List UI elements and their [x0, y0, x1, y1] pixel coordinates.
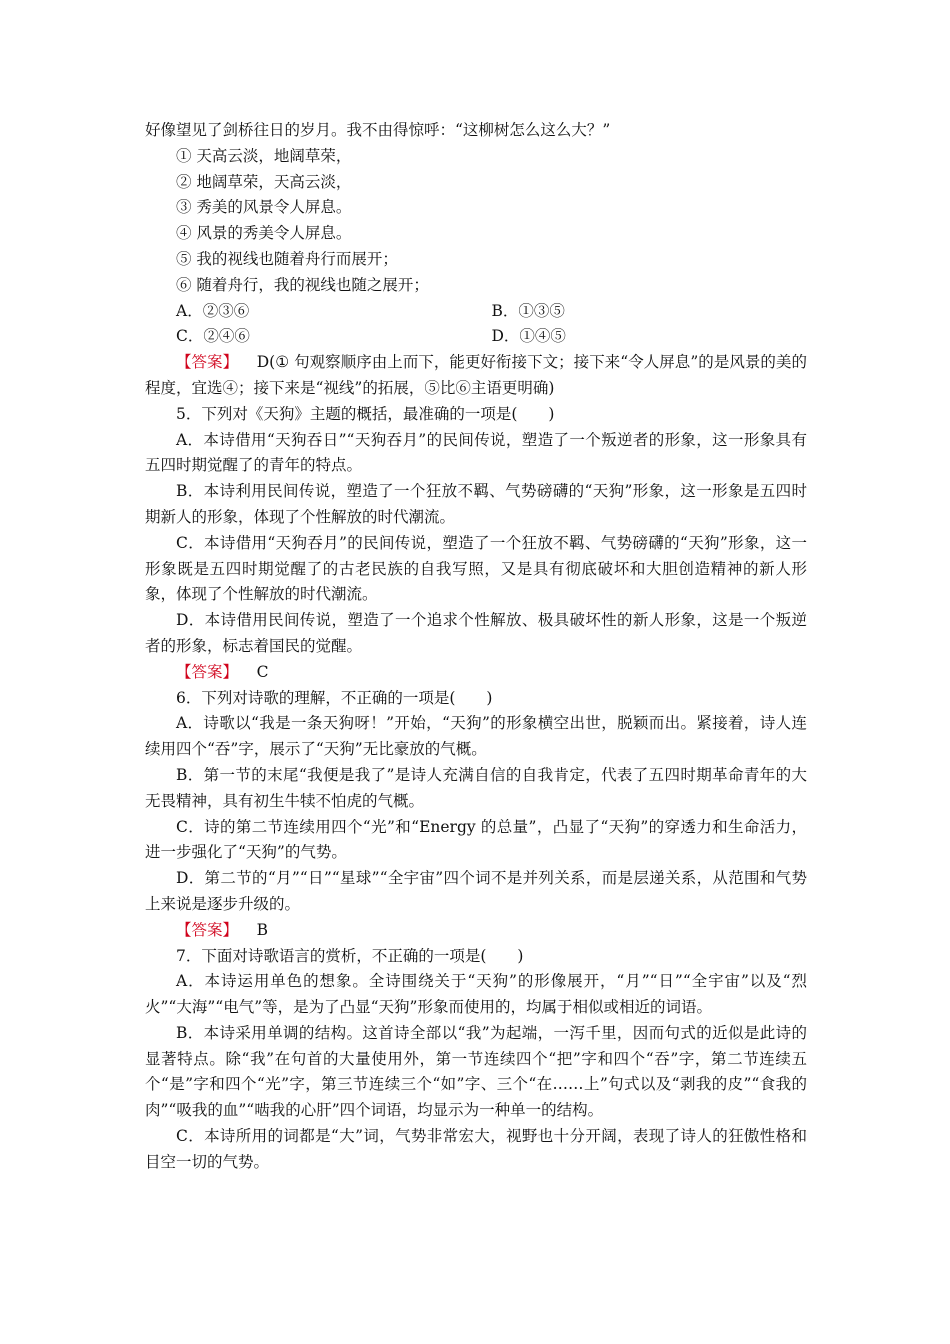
q6-answer — [145, 918, 807, 944]
answer-text: C — [256, 662, 269, 681]
answer-text: B — [256, 920, 268, 939]
q5-answer — [145, 660, 807, 686]
q5-option-c: C．本诗借用“天狗吞月”的民间传说，塑造了一个狂放不羁、气势磅礴的“天狗”形象，这一形象既是五四时期觉醒了的古老民族的自我写照，又是具有彻底破坏和大胆创造精神的新人形象，体现了个性解放的时代潮流。 — [145, 533, 807, 604]
q5-option-b: B．本诗利用民间传说，塑造了一个狂放不羁、气势磅礴的“天狗”形象，这一形象是五四时期新人的形象，体现了个性解放的时代潮流。 — [145, 482, 807, 526]
q7-stem: 7．下面对诗歌语言的赏析，不正确的一项是( ) — [176, 946, 524, 965]
choice-2: ② 地阔草荣，天高云淡， — [176, 172, 352, 191]
q6-option-d: D．第二节的“月”“日”“星球”“全宇宙”四个词不是并列关系，而是层递关系，从范围和气势上来说是逐步升级的。 — [145, 869, 807, 913]
choice-5: ⑤ 我的视线也随着舟行而展开； — [176, 249, 398, 268]
choice-6: ⑥ 随着舟行，我的视线也随之展开； — [176, 275, 429, 294]
q6-stem: 6．下列对诗歌的理解，不正确的一项是( ) — [176, 688, 493, 707]
choice-3: ③ 秀美的风景令人屏息。 — [176, 198, 352, 217]
q6-option-b: B．第一节的末尾“我便是我了”是诗人充满自信的自我肯定，代表了五四时期革命青年的大无畏精神，具有初生牛犊不怕虎的气概。 — [145, 765, 807, 810]
q6-option-a: A．诗歌以“我是一条天狗呀！”开始，“天狗”的形象横空出世，脱颖而出。紧接着，诗人连续用四个“吞”字，展示了“天狗”无比豪放的气概。 — [145, 714, 807, 759]
q5-option-d: D．本诗借用民间传说，塑造了一个追求个性解放、极具破坏性的新人形象，这是一个叛逆者的形象，标志着国民的觉醒。 — [145, 611, 807, 655]
q4-option-d: D．①④⑤ — [491, 327, 566, 346]
choice-1: ① 天高云淡，地阔草荣， — [176, 146, 352, 165]
q6-option-c: C．诗的第二节连续用四个“光”和“Energy 的总量”，凸显了“天狗”的穿透力和生命活力，进一步强化了“天狗”的气势。 — [145, 817, 807, 862]
intro-line: 好像望见了剑桥往日的岁月。我不由得惊呼：“这柳树怎么这么大？” — [145, 121, 611, 139]
answer-text: D(① 句观察顺序由上而下，能更好衔接下文；接下来“令人屏息”的是风景的美的程度，宜选④；接下来是“视线”的拓展，⑤比⑥主语更明确) — [145, 353, 807, 397]
document-page — [145, 118, 807, 1176]
q4-option-c: C．②④⑥ — [176, 327, 250, 346]
q4-options-row-2 — [145, 324, 807, 350]
choice-4: ④ 风景的秀美令人屏息。 — [176, 224, 352, 243]
q5-stem: 5．下列对《天狗》主题的概括，最准确的一项是( ) — [176, 404, 555, 423]
answer-label: 【答案】 — [176, 920, 239, 939]
q4-option-b: B．①③⑤ — [491, 301, 565, 320]
answer-label: 【答案】 — [176, 662, 239, 681]
q7-option-b: B．本诗采用单调的结构。这首诗全部以“我”为起端，一泻千里，因而句式的近似是此诗的显著特点。除“我”在句首的大量使用外，第一节连续四个“把”字和四个“吞”字，第二节连续五个“是”字和四个“光”字，第三节连续三个“如”字、三个“在……上”句式以及“剥我的皮”“食我的肉”“吸我的血”“啮我的心肝”四个词语，均显示为一种单一的结构。 — [145, 1023, 807, 1120]
q5-option-a: A．本诗借用“天狗吞日”“天狗吞月”的民间传说，塑造了一个叛逆者的形象，这一形象具有五四时期觉醒了的青年的特点。 — [145, 430, 807, 475]
q7-option-a: A．本诗运用单色的想象。全诗围绕关于“天狗”的形像展开，“月”“日”“全宇宙”以及“烈火”“大海”“电气”等，是为了凸显“天狗”形象而使用的，均属于相似或相近的词语。 — [145, 972, 807, 1017]
q4-answer — [145, 350, 807, 402]
q4-options-row-1 — [145, 299, 807, 325]
q4-option-a: A．②③⑥ — [176, 301, 250, 320]
answer-label: 【答案】 — [176, 353, 239, 372]
q7-option-c: C．本诗所用的词都是“大”词，气势非常宏大，视野也十分开阔，表现了诗人的狂傲性格和目空一切的气势。 — [145, 1127, 807, 1171]
